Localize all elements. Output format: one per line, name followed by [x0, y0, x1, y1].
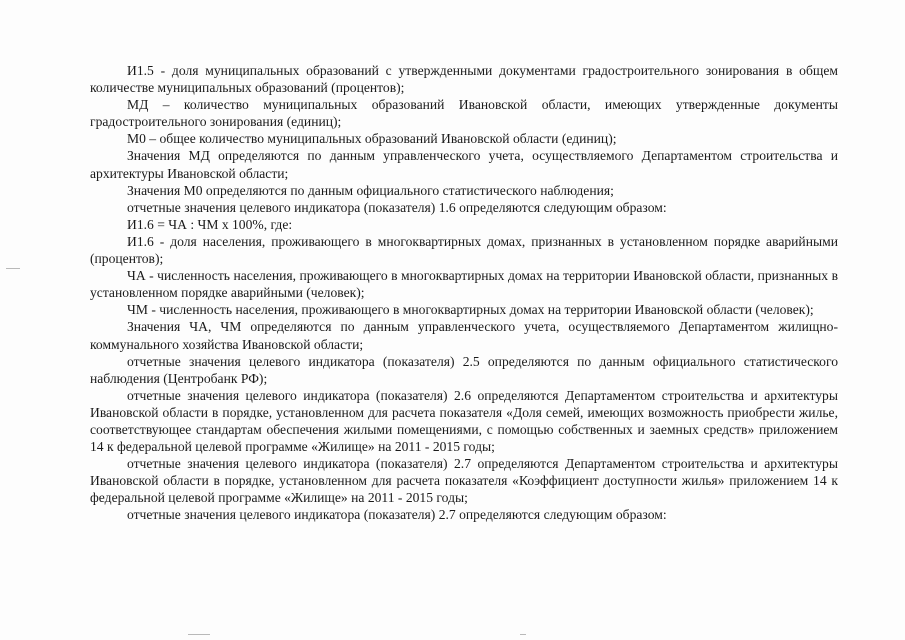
- paragraph-md-definition: МД – количество муниципальных образований Ивановской области, имеющих утвержденные документы градостроительного зонирования (единиц);: [90, 97, 838, 130]
- paragraph-m0-source: Значения М0 определяются по данным официального статистического наблюдения;: [127, 182, 614, 198]
- paragraph-chm-definition: ЧМ - численность населения, проживающего в многоквартирных домах на территории Ивановской области (человек);: [127, 302, 814, 318]
- paragraph-indicator-2-6: отчетные значения целевого индикатора (показателя) 2.6 определяются Департаментом строительства и архитектуры Ивановской области в порядке, установленном для расчета показателя «Доля семей, имеющих возможность приобрести жилье, соответствующее стандартам обеспечения жилыми помещениями, с помощью собственных и заемных средств» приложением 14 к федеральной целевой программе «Жилище» на 2011 - 2015 годы;: [90, 387, 838, 455]
- paragraph-cha-definition: ЧА - численность населения, проживающего в многоквартирных домах на территории Ивановской области, признанных в установленном порядке аварийными (человек);: [90, 268, 838, 301]
- formula-i1-6: И1.6 = ЧА : ЧМ х 100%, где:: [127, 216, 293, 232]
- paragraph-indicator-2-7: отчетные значения целевого индикатора (показателя) 2.7 определяются Департаментом строительства и архитектуры Ивановской области в порядке, установленном для расчета показателя «Коэффициент доступности жилья» приложением 14 к федеральной целевой программе «Жилище» на 2011 - 2015 годы;: [90, 456, 838, 506]
- document-body: [90, 62, 838, 524]
- paragraph-cha-chm-source: Значения ЧА, ЧМ определяются по данным управленческого учета, осуществляемого Департаментом жилищно-коммунального хозяйства Ивановской области;: [90, 319, 838, 352]
- scan-artifact: [6, 268, 20, 269]
- scan-artifact: [188, 634, 210, 635]
- scan-artifact: [520, 634, 526, 635]
- paragraph-indicator-1-6-intro: отчетные значения целевого индикатора (показателя) 1.6 определяются следующим образом:: [127, 199, 667, 215]
- paragraph-m0-definition: М0 – общее количество муниципальных образований Ивановской области (единиц);: [127, 131, 617, 147]
- paragraph-indicator-2-7-formula-intro: отчетные значения целевого индикатора (показателя) 2.7 определяются следующим образом:: [127, 507, 667, 523]
- paragraph-md-source: Значения МД определяются по данным управленческого учета, осуществляемого Департаментом строительства и архитектуры Ивановской области;: [90, 148, 838, 181]
- paragraph-i1-5-definition: И1.5 - доля муниципальных образований с утвержденными документами градостроительного зонирования в общем количестве муниципальных образований (процентов);: [90, 63, 838, 96]
- paragraph-indicator-2-5: отчетные значения целевого индикатора (показателя) 2.5 определяются по данным официального статистического наблюдения (Центробанк РФ);: [90, 353, 838, 386]
- paragraph-i1-6-definition: И1.6 - доля населения, проживающего в многоквартирных домах, признанных в установленном порядке аварийными (процентов);: [90, 233, 838, 267]
